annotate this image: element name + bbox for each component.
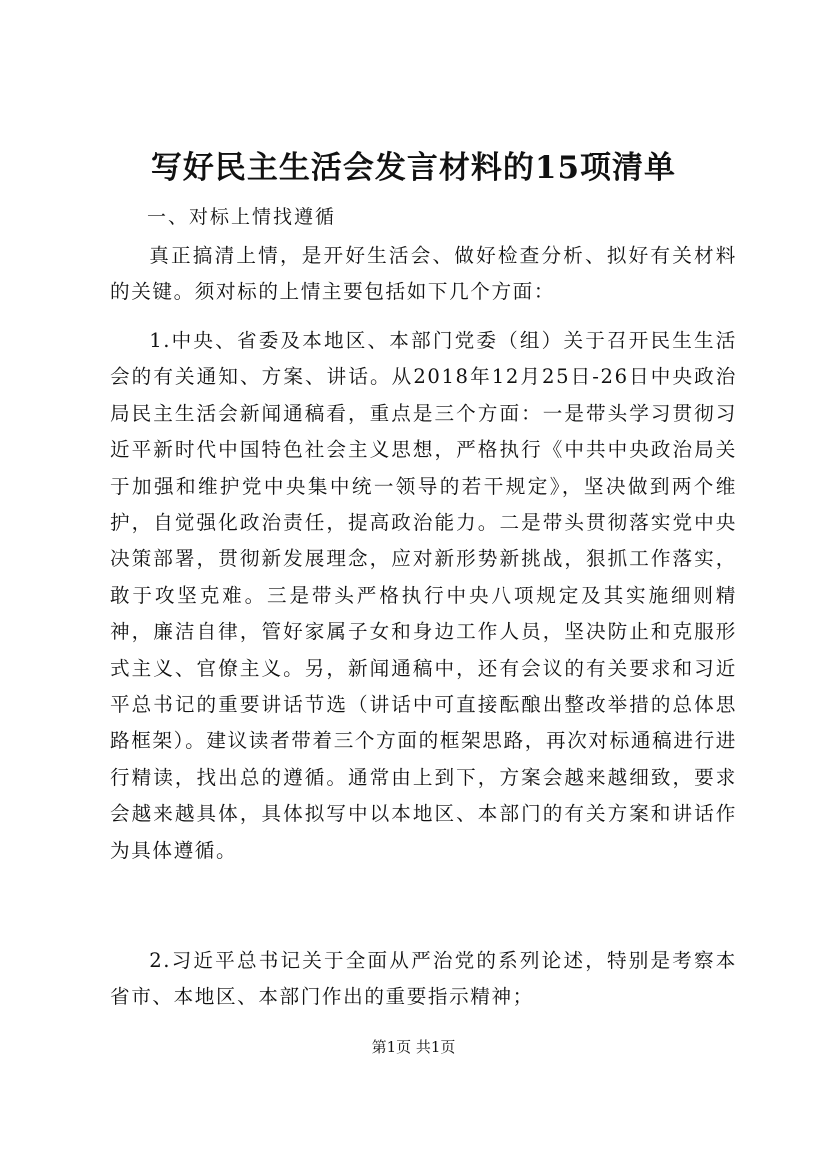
paragraph-item-2: 2.习近平总书记关于全面从严治党的系列论述，特别是考察本省市、本地区、本部门作出的重要指示精神； [110, 949, 737, 1009]
paragraph-intro: 真正搞清上情，是开好生活会、做好检查分析、拟好有关材料的关键。须对标的上情主要包括如下几个方面： [110, 244, 737, 304]
paragraph-item-1: 1.中央、省委及本地区、本部门党委（组）关于召开民生生活会的有关通知、方案、讲话。从2018年12月25日-26日中央政治局民主生活会新闻通稿看，重点是三个方面：一是带头学习贯彻习近平新时代中国特色社会主义思想，严格执行《中共中央政治局关于加强和维护党中央集中统一领导的若干规定》，坚决做到两个维护，自觉强化政治责任，提高政治能力。二是带头贯彻落实党中央决策部署，贯彻新发展理念，应对新形势新挑战，狠抓工作落实，敢于攻坚克难。三是带头严格执行中央八项规定及其实施细则精神，廉洁自律，管好家属子女和身边工作人员，坚决防止和克服形式主义、官僚主义。另，新闻通稿中，还有会议的有关要求和习近平总书记的重要讲话节选（讲话中可直接酝酿出整改举措的总体思路框架）。建议读者带着三个方面的框架思路，再次对标通稿进行进行精读，找出总的遵循。通常由上到下，方案会越来越细致，要求会越来越具体，具体拟写中以本地区、本部门的有关方案和讲话作为具体遵循。 [110, 329, 737, 862]
document-title: 写好民主生活会发言材料的15项清单 [150, 150, 677, 186]
section-heading: 一、对标上情找遵循 [147, 206, 337, 228]
page-number-footer: 第1页 共1页 [371, 1038, 456, 1056]
